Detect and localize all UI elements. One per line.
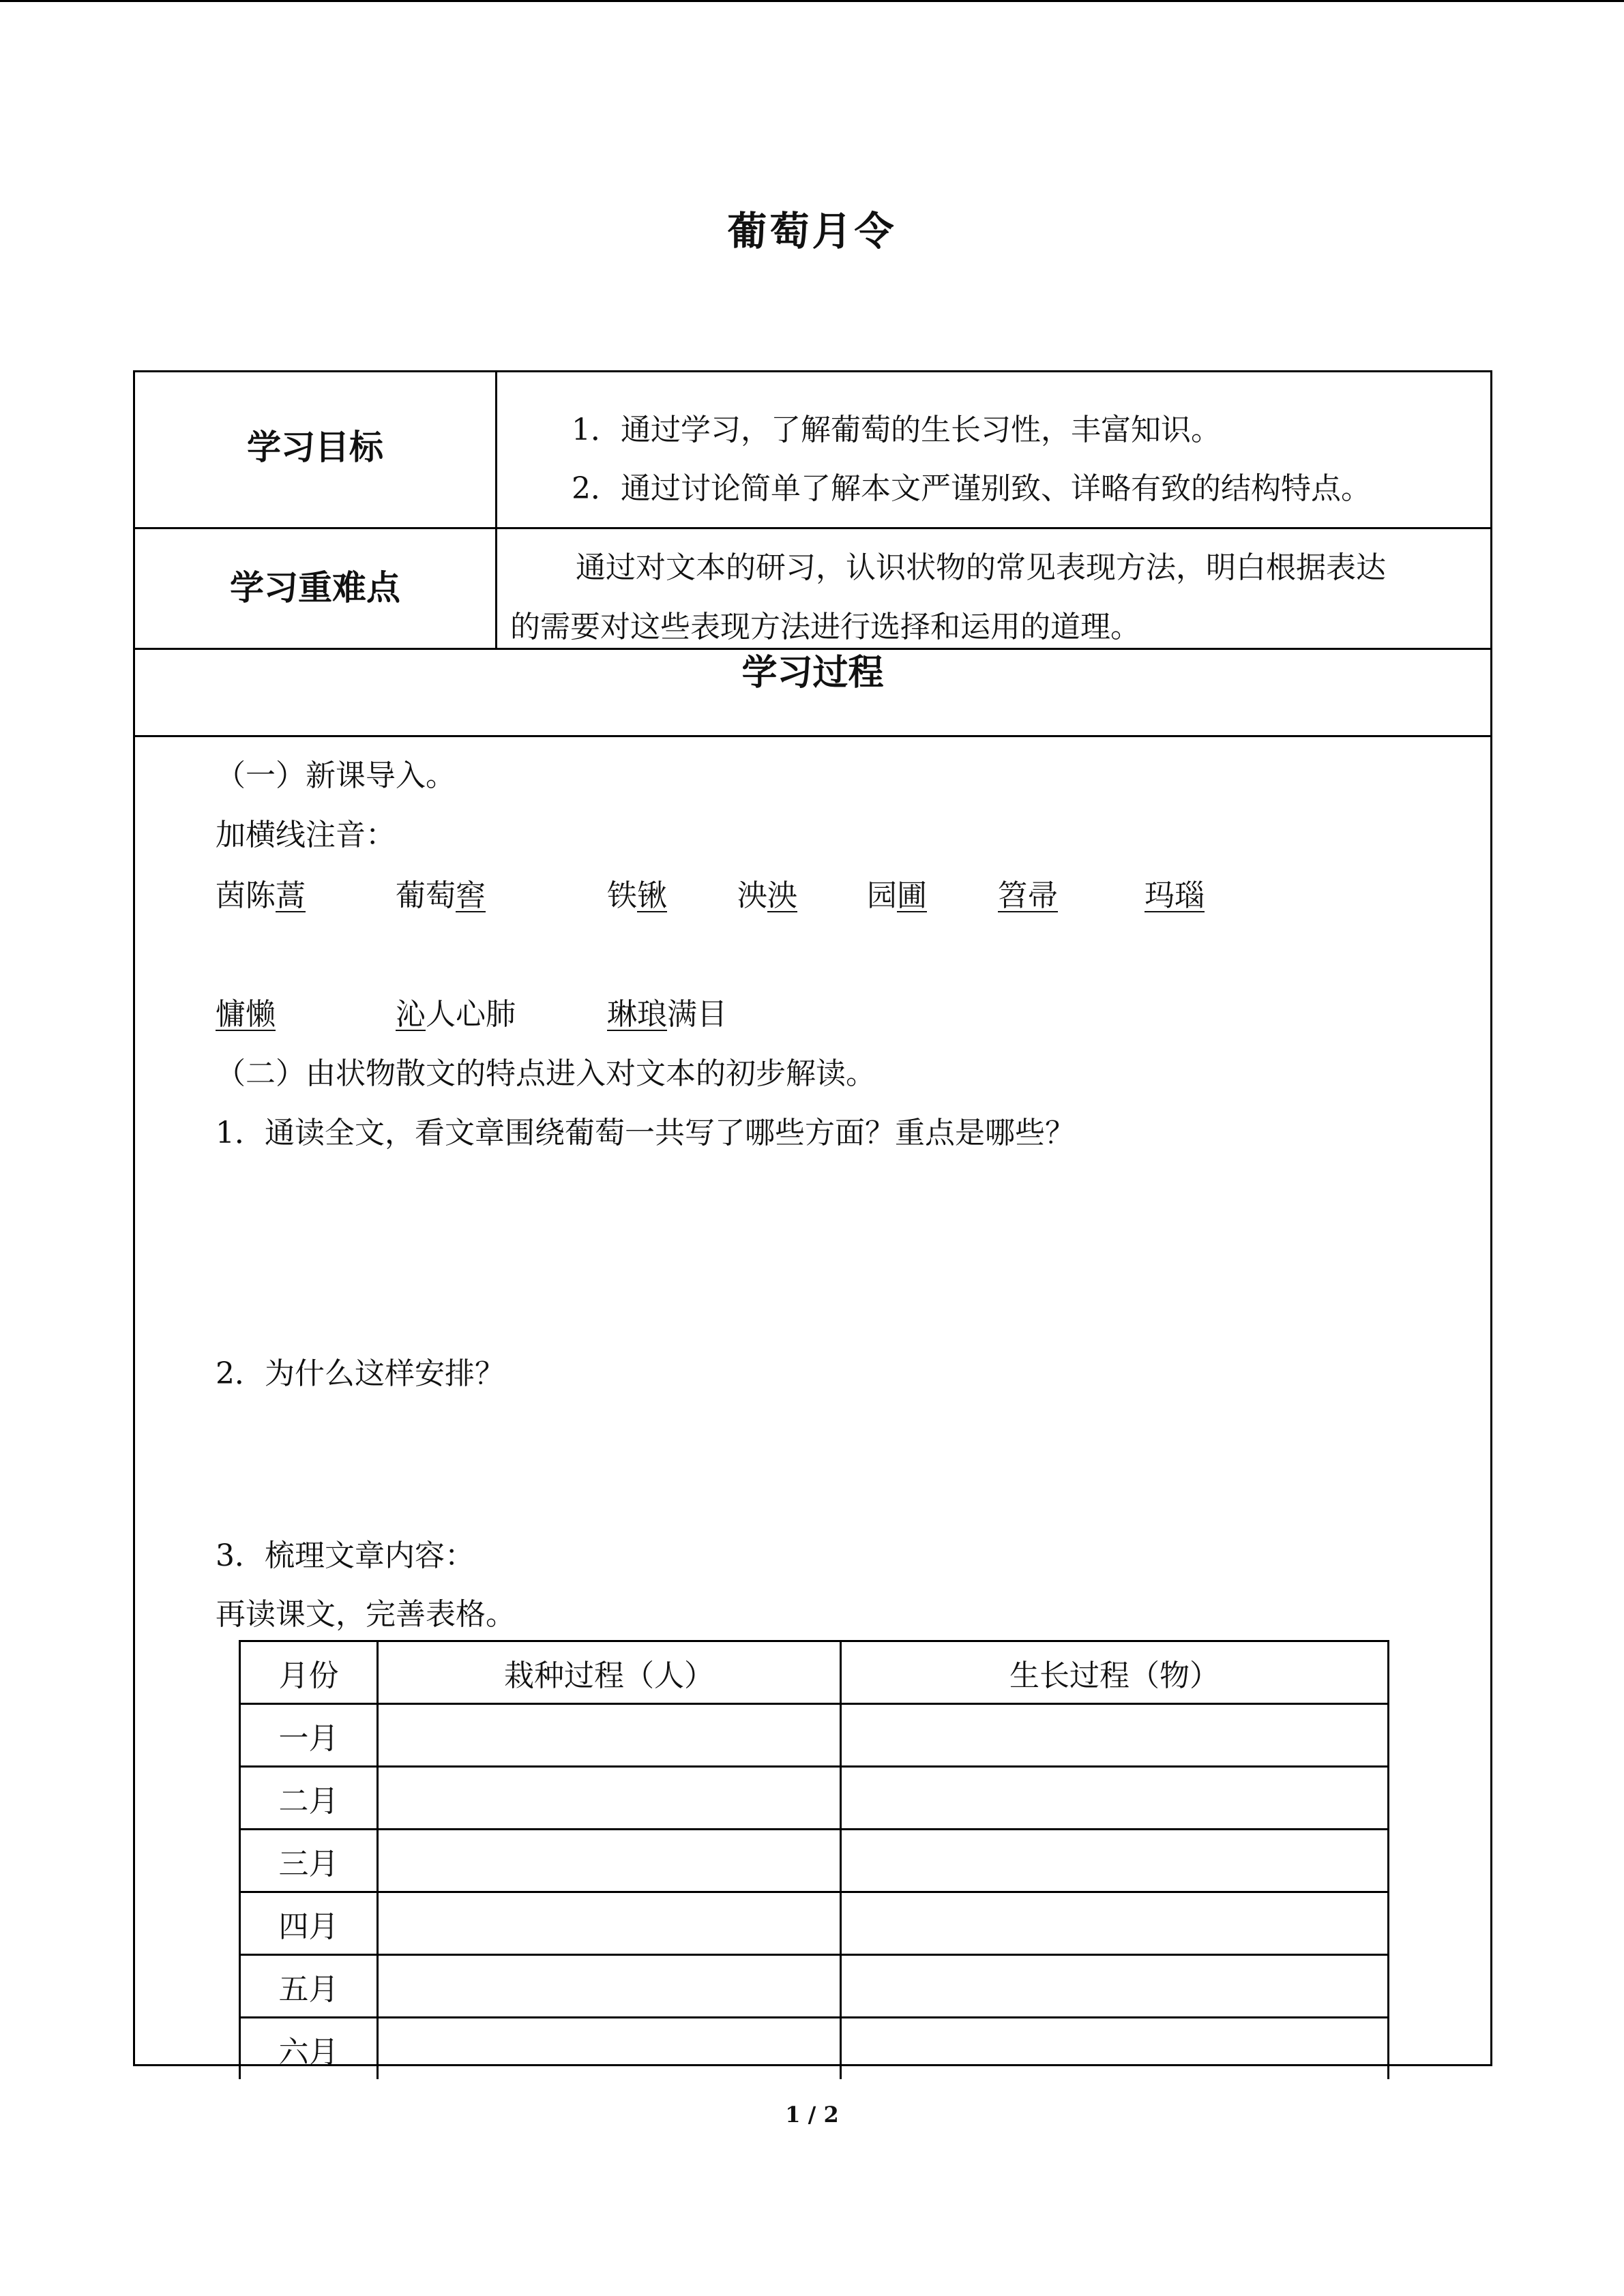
page-number: 1 / 2 (785, 2102, 839, 2128)
key-points-line: 的需要对这些表现方法进行选择和运用的道理。 (510, 610, 1140, 644)
planting-cell[interactable] (378, 1767, 841, 1830)
column-header: 栽种过程（人） (378, 1641, 841, 1704)
vocab-word: 茵陈蒿 (216, 878, 306, 913)
vocab-word: 笤帚 (998, 878, 1058, 913)
vocab-word: 泱泱 (737, 878, 797, 913)
table-row (240, 1892, 1389, 1955)
question: 1．通读全文，看文章围绕葡萄一共写了哪些方面？重点是哪些？ (216, 1116, 1075, 1150)
growth-cell[interactable] (841, 1767, 1389, 1830)
question: 3．梳理文章内容： (216, 1538, 475, 1573)
growth-cell[interactable] (841, 2018, 1389, 2080)
page-title: 葡萄月令 (727, 208, 897, 254)
growth-cell[interactable] (841, 1704, 1389, 1767)
vocab-word: 玛瑙 (1145, 878, 1205, 913)
vocab-word: 琳琅满目 (607, 997, 727, 1032)
planting-cell[interactable] (378, 1830, 841, 1892)
column-header: 生长过程（物） (841, 1641, 1389, 1704)
table-header-row (240, 1641, 1389, 1704)
top-border-line (0, 0, 1624, 2)
month-cell: 一月 (240, 1704, 378, 1767)
lesson-table (133, 370, 1492, 2070)
planting-cell[interactable] (378, 1892, 841, 1955)
objective-item: 1．通过学习，了解葡萄的生长习性，丰富知识。 (572, 413, 1221, 447)
vocab-word: 铁锹 (607, 878, 667, 913)
row-divider (135, 527, 1490, 529)
process-title: 学习过程 (741, 653, 884, 694)
planting-cell[interactable] (378, 1704, 841, 1767)
planting-cell[interactable] (378, 1955, 841, 2018)
month-cell: 五月 (240, 1955, 378, 2018)
table-row (240, 1767, 1389, 1830)
growth-cell[interactable] (841, 1955, 1389, 2018)
table-row (240, 1955, 1389, 2018)
section-heading: （二）由状物散文的特点进入对文本的初步解读。 (216, 1056, 876, 1091)
section-heading: （一）新课导入。 (216, 758, 456, 793)
key-points-label: 学习重难点 (230, 568, 400, 608)
month-table (239, 1640, 1389, 2068)
month-cell: 六月 (240, 2018, 378, 2080)
objectives-label: 学习目标 (247, 428, 383, 467)
label-divider (495, 372, 497, 650)
growth-cell[interactable] (841, 1830, 1389, 1892)
planting-cell[interactable] (378, 2018, 841, 2080)
month-cell: 二月 (240, 1767, 378, 1830)
pinyin-prompt: 加横线注音： (216, 818, 396, 852)
vocab-word: 沁人心肺 (396, 997, 516, 1032)
table-row (240, 2018, 1389, 2080)
vocab-word: 葡萄窖 (396, 878, 486, 913)
month-cell: 四月 (240, 1892, 378, 1955)
vocab-word: 慵懒 (216, 997, 276, 1032)
objective-item: 2．通过讨论简单了解本文严谨别致、详略有致的结构特点。 (572, 471, 1371, 506)
instruction: 再读课文，完善表格。 (216, 1597, 516, 1632)
key-points-line: 通过对文本的研习，认识状物的常见表现方法，明白根据表达 (576, 550, 1386, 585)
month-cell: 三月 (240, 1830, 378, 1892)
row-divider (135, 735, 1490, 737)
growth-cell[interactable] (841, 1892, 1389, 1955)
table-row (240, 1704, 1389, 1767)
column-header: 月份 (240, 1641, 378, 1704)
table-row (240, 1830, 1389, 1892)
question: 2．为什么这样安排？ (216, 1356, 505, 1391)
vocab-word: 园圃 (867, 878, 927, 913)
